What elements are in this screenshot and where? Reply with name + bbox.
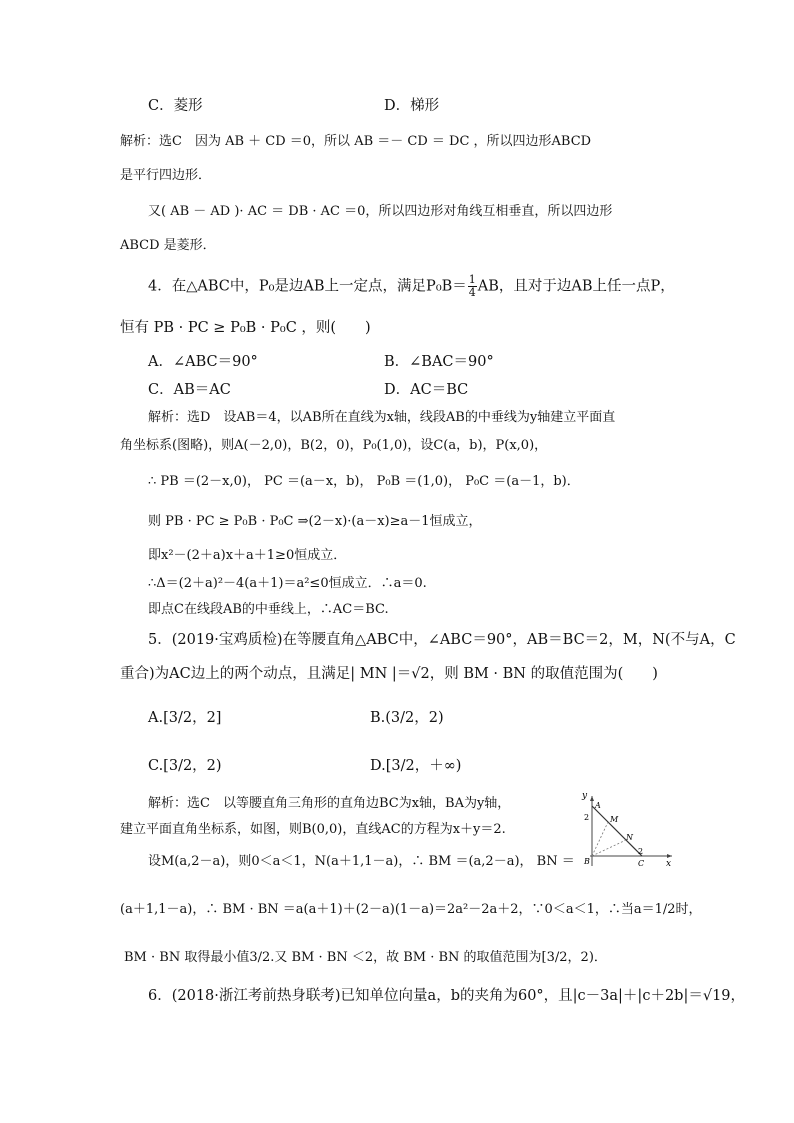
segment-bn xyxy=(592,840,626,856)
prev-solution-line-1: 解析：选C 因为 AB ＋ CD ＝0，所以 AB ＝－ CD ＝ DC ，所以四边形ABCD xyxy=(120,134,592,149)
q5-option-a: A.[3/2，2] xyxy=(148,710,222,726)
q6-stem-line-1: 6．(2018·浙江考前热身联考)已知单位向量a，b的夹角为60°，且|c－3a|＋|c＋2b|＝√19， xyxy=(148,988,746,1004)
q5-solution-line-5: BM · BN 取得最小值3/2.又 BM · BN ＜2，故 BM · BN 的取值范围为[3/2，2)． xyxy=(124,950,607,965)
q4-solution-line-2: 角坐标系(图略)，则A(－2,0)，B(2，0)，P₀(1,0)，设C(a，b)，P(x,0)， xyxy=(120,438,548,453)
q4-stem-line-2: 恒有 PB · PC ≥ P₀B · P₀C ，则( ) xyxy=(120,320,371,336)
y-axis-arrow xyxy=(590,796,594,801)
label-b: B xyxy=(584,857,590,866)
label-y: y xyxy=(582,791,588,801)
prev-solution-line-4: ABCD 是菱形． xyxy=(120,238,216,253)
q5-stem-line-1: 5．(2019·宝鸡质检)在等腰直角△ABC中，∠ABC＝90°，AB＝BC＝2，M，N(不与A，C xyxy=(148,632,736,648)
q5-option-d: D.[3/2，＋∞) xyxy=(370,758,462,774)
q5-solution-line-1: 解析：选C 以等腰直角三角形的直角边BC为x轴，BA为y轴， xyxy=(148,796,511,811)
coordinate-figure xyxy=(580,790,676,870)
q4-solution-line-6: ∴Δ＝(2＋a)²－4(a＋1)＝a²≤0恒成立．∴a＝0. xyxy=(148,576,427,591)
prev-option-d: D．梯形 xyxy=(384,98,440,114)
tick-2-y: 2 xyxy=(584,813,590,822)
q5-option-b: B.(3/2，2) xyxy=(370,710,444,726)
label-c: C xyxy=(638,859,645,868)
q5-solution-line-3: 设M(a,2－a)，则0＜a＜1，N(a＋1,1－a)，∴ BM ＝(a,2－a)， BN ＝ xyxy=(148,854,575,869)
label-m: M xyxy=(610,815,619,824)
q4-stem-line-1 xyxy=(148,274,675,299)
q4-solution-line-7: 即点C在线段AB的中垂线上，∴AC＝BC. xyxy=(148,602,389,617)
q4-stem-head: 4．在△ABC中，P₀是边AB上一定点，满足P₀B＝ xyxy=(148,278,467,295)
x-axis-arrow xyxy=(667,854,672,858)
label-a: A xyxy=(595,801,601,810)
segment-ac xyxy=(592,806,642,856)
q4-option-d: D．AC＝BC xyxy=(384,382,469,398)
q5-stem-line-2: 重合)为AC边上的两个动点，且满足| MN |＝√2，则 BM · BN 的取值范围为( ) xyxy=(120,666,658,682)
q4-fraction: $\frac{1}{4}$ xyxy=(468,273,476,299)
prev-solution-line-2: 是平行四边形． xyxy=(120,168,212,183)
q4-solution-line-3: ∴ PB ＝(2－x,0)， PC ＝(a－x，b)， P₀B ＝(1,0)， P₀C ＝(a－1，b)． xyxy=(148,474,580,489)
q4-option-b: B．∠BAC＝90° xyxy=(384,354,494,370)
label-n: N xyxy=(626,833,633,842)
q4-solution-line-4: 则 PB · PC ≥ P₀B · P₀C ⇒(2－x)·(a－x)≥a－1恒成立， xyxy=(148,514,482,529)
q4-stem-tail: AB，且对于边AB上任一点P， xyxy=(477,278,675,295)
q5-option-c: C.[3/2，2) xyxy=(148,758,222,774)
label-x: x xyxy=(666,859,672,869)
q4-option-c: C．AB＝AC xyxy=(148,382,231,398)
q4-solution-line-5: 即x²－(2＋a)x＋a＋1≥0恒成立． xyxy=(148,548,347,563)
prev-solution-line-3: 又( AB － AD )· AC ＝ DB · AC ＝0，所以四边形对角线互相垂直，所以四边形 xyxy=(148,204,613,219)
prev-option-c: C．菱形 xyxy=(148,98,203,114)
q5-solution-line-4: (a＋1,1－a)，∴ BM · BN ＝a(a＋1)＋(2－a)(1－a)＝2a²－2a＋2，∵0＜a＜1，∴当a＝1/2时， xyxy=(120,902,702,917)
q4-solution-line-1: 解析：选D 设AB＝4，以AB所在直线为x轴，线段AB的中垂线为y轴建立平面直 xyxy=(148,410,616,425)
tick-2-x: 2 xyxy=(638,847,644,856)
q4-option-a: A．∠ABC＝90° xyxy=(148,354,258,370)
q5-solution-line-2: 建立平面直角坐标系，如图，则B(0,0)，直线AC的方程为x＋y＝2. xyxy=(120,822,506,837)
segment-bm xyxy=(592,822,608,856)
